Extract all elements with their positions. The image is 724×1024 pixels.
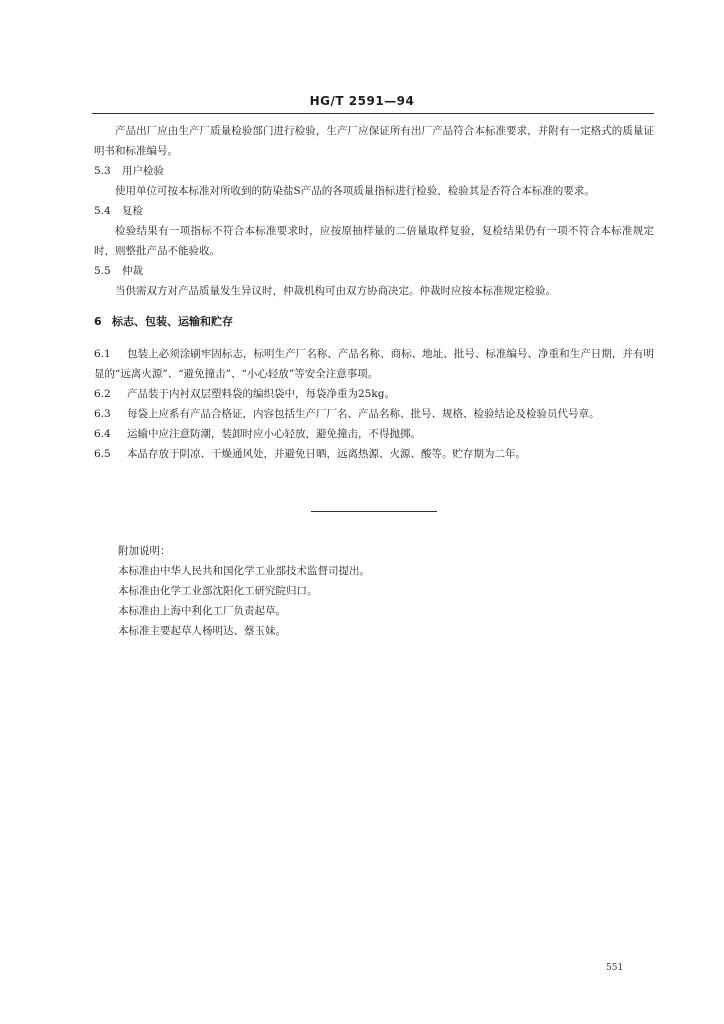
clause-number: 6.1: [94, 348, 111, 360]
section-5-3-text: 使用单位可按本标准对所收到的防染盐S产品的各项质量指标进行检验，检验其是否符合本标准的要求。: [115, 185, 595, 197]
notes-title: 附加说明：: [118, 545, 171, 557]
notes-line: 本标准主要起草人杨明达、蔡玉妹。: [118, 625, 286, 637]
standard-code-header: HG/T 2591—94: [309, 94, 415, 108]
section-5-4-text: 检验结果有一项指标不符合本标准要求时，应按原抽样量的二倍量取样复验，复检结果仍有一项不符合本标准规定时，则整批产品不能验收。: [94, 225, 654, 257]
clause-number: 6.5: [94, 448, 111, 460]
section-title: 用户检验: [122, 165, 164, 177]
chapter-6-heading: [94, 312, 654, 332]
page-number: 551: [606, 963, 624, 973]
section-5-2-continuation: 产品出厂应由生产厂质量检验部门进行检验，生产厂应保证所有出厂产品符合本标准要求，并附有一定格式的质量证明书和标准编号。: [94, 125, 654, 157]
clause-6-3: [94, 404, 654, 424]
section-5-5-text: 当供需双方对产品质量发生异议时，仲裁机构可由双方协商决定。仲裁时应按本标准规定检验。: [115, 285, 556, 297]
notes-line: 本标准由化学工业部沈阳化工研究院归口。: [118, 585, 318, 597]
clause-6-5: [94, 444, 654, 464]
document-body: [94, 121, 654, 464]
section-title: 仲裁: [122, 265, 143, 277]
clause-number: 6.2: [94, 388, 111, 400]
additional-notes: [118, 541, 638, 641]
section-5-4-heading: [94, 201, 654, 221]
section-5-5-heading: [94, 261, 654, 281]
notes-line: 本标准由中华人民共和国化学工业部技术监督司提出。: [118, 565, 370, 577]
clause-6-1: [94, 344, 654, 384]
header-rule: [92, 113, 654, 114]
clause-text: 本品存放于阴凉、干燥通风处，并避免日晒，远离热源、火源、酸等。贮存期为二年。: [127, 448, 526, 460]
end-rule: [311, 511, 437, 512]
clause-number: 6.4: [94, 428, 111, 440]
section-title: 复检: [122, 205, 143, 217]
section-number: 5.4: [94, 205, 111, 217]
clause-number: 6.3: [94, 408, 111, 420]
clause-text: 包装上必须涂刷牢固标志，标明生产厂名称、产品名称、商标、地址、批号、标准编号、净重和生产日期，并有明显的“远离火源”、“避免撞击”、“小心轻放”等安全注意事项。: [94, 348, 654, 380]
section-number: 5.5: [94, 265, 111, 277]
section-5-3-heading: [94, 161, 654, 181]
notes-line: 本标准由上海中利化工厂负责起草。: [118, 605, 286, 617]
clause-6-2: [94, 384, 654, 404]
chapter-number: 6: [94, 315, 102, 328]
clause-text: 运输中应注意防潮，装卸时应小心轻放，避免撞击，不得抛掷。: [127, 428, 421, 440]
clause-6-4: [94, 424, 654, 444]
clause-text: 产品装于内衬双层塑料袋的编织袋中，每袋净重为25kg。: [127, 388, 395, 400]
clause-text: 每袋上应系有产品合格证，内容包括生产厂厂名、产品名称、批号、规格、检验结论及检验员代号章。: [127, 408, 600, 420]
chapter-title: 标志、包装、运输和贮存: [112, 315, 233, 328]
section-number: 5.3: [94, 165, 111, 177]
